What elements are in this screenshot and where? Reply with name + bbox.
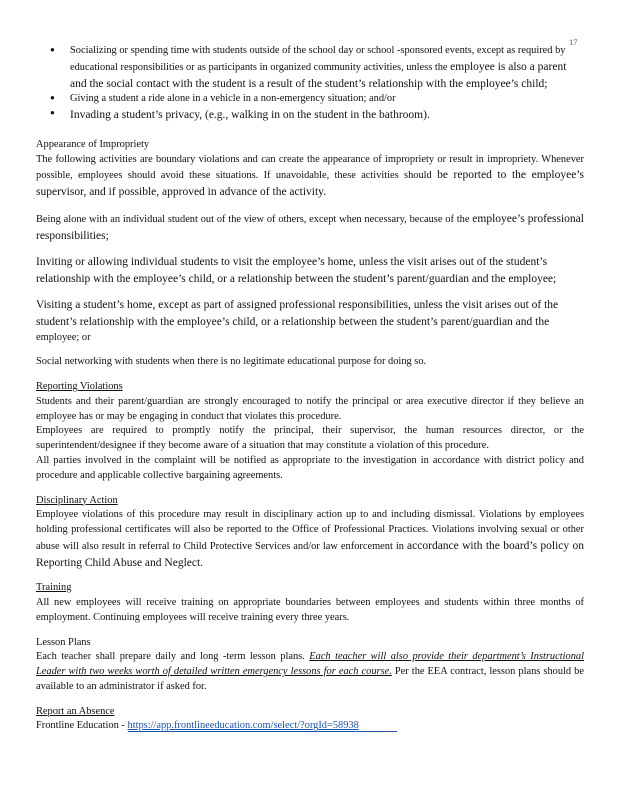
- paragraph-text-small: Being alone with an individual student out of the view of others, except when necessary, because of the: [36, 213, 470, 225]
- section-heading-disciplinary: Disciplinary Action: [36, 494, 118, 506]
- paragraph: [36, 153, 584, 201]
- section-heading-lesson-plans: Lesson Plans: [36, 636, 91, 648]
- paragraph: Students and their parent/guardian are strongly encouraged to notify the principal or area executive director if they believe an employee has or may be engaging in conduct that violates this procedure.: [36, 395, 584, 422]
- paragraph: Social networking with students when there is no legitimate educational purpose for doing so.: [36, 356, 427, 368]
- bullet-text-small: Giving a student a ride alone in a vehicle in a non-emergency situation; and/or: [70, 93, 396, 105]
- paragraph-text-small: Employee violations of this procedure may result in disciplinary action up to and including dismissal. Violations by employees holding professional certificates will also be reported to the Office of Professional Practices. Violations involving sexual or other abuse will also result in referral to Child Protective Services and/or law enforcement in: [36, 509, 584, 552]
- absence-label: Frontline Education -: [36, 720, 125, 732]
- paragraph-text-large: Visiting a student’s home, except as part of assigned professional responsibilities, unless the visit arises out of the student’s relationship with the employee’s child, or a relationship between the student’s parent/guardian and the: [36, 299, 559, 328]
- paragraph: [36, 508, 584, 571]
- bullet-text-small: Socializing or spending time with students outside of the school day or school -sponsored events, except as required by educational responsibilities or as participants in organized community activities, unless the: [70, 45, 566, 73]
- bullet-text-large: employee is also a parent and the social contact with the student is a result of the student’s relationship with the employee’s child;: [70, 60, 567, 90]
- frontline-absence-link[interactable]: https://app.frontlineeducation.com/select/?orgId=58938: [128, 720, 397, 732]
- bullet-text-large: Invading a student’s privacy, (e.g., walking in on the student in the bathroom).: [70, 109, 430, 122]
- list-item: [70, 44, 584, 92]
- section-heading-absence: Report an Absence: [36, 705, 115, 717]
- document-body: [36, 44, 584, 734]
- list-item: [70, 92, 584, 107]
- paragraph: [36, 650, 584, 694]
- paragraph: [36, 211, 584, 245]
- paragraph: [36, 297, 584, 345]
- paragraph-text: Each teacher shall prepare daily and long -term lesson plans.: [36, 651, 305, 663]
- paragraph: All new employees will receive training on appropriate boundaries between employees and students within three months of employment. Continuing employees will receive training every three years.: [36, 597, 584, 623]
- page-number: 17: [569, 37, 578, 47]
- paragraph-text-large: accordance with the board’s policy on Reporting Child Abuse and Neglect.: [36, 539, 584, 569]
- paragraph-text: Per the EEA contract, lesson plans should be available to an administrator if asked for.: [36, 666, 584, 692]
- emergency-lessons-note: Each teacher will also provide their department’s Instructional Leader with two weeks worth of detailed written emergency lessons for each course.: [36, 651, 584, 678]
- paragraph: Inviting or allowing individual students to visit the employee’s home, unless the visit arises out of the student’s relationship with the employee’s child, or a relationship between the student’s parent/guardian and the employee;: [36, 256, 557, 285]
- absence-line: [36, 719, 584, 734]
- paragraph-text-large: be reported to the employee’s supervisor, and if possible, approved in advance of the activity.: [36, 169, 584, 199]
- list-item: [70, 107, 584, 124]
- boundary-violations-list: [36, 44, 584, 124]
- section-heading-training: Training: [36, 582, 72, 594]
- section-heading-appearance: Appearance of Impropriety: [36, 138, 150, 150]
- paragraph-text-large: employee’s professional responsibilities;: [36, 212, 584, 242]
- paragraph: Employees are required to promptly notify the principal, their supervisor, the human resources director, or the superintendent/designee if they become aware of a situation that may constitute a violation of this procedure.: [36, 425, 584, 452]
- paragraph-text-small: The following activities are boundary violations and can create the appearance of impropriety or result in impropriety. Whenever possible, employees should avoid these situations. If unavoidable, these activities should: [36, 153, 584, 182]
- paragraph-text-small: employee; or: [36, 331, 91, 343]
- section-heading-reporting: Reporting Violations: [36, 381, 123, 393]
- paragraph: All parties involved in the complaint will be notified as appropriate to the investigation in accordance with district policy and procedure and applicable collective bargaining agreements.: [36, 454, 584, 481]
